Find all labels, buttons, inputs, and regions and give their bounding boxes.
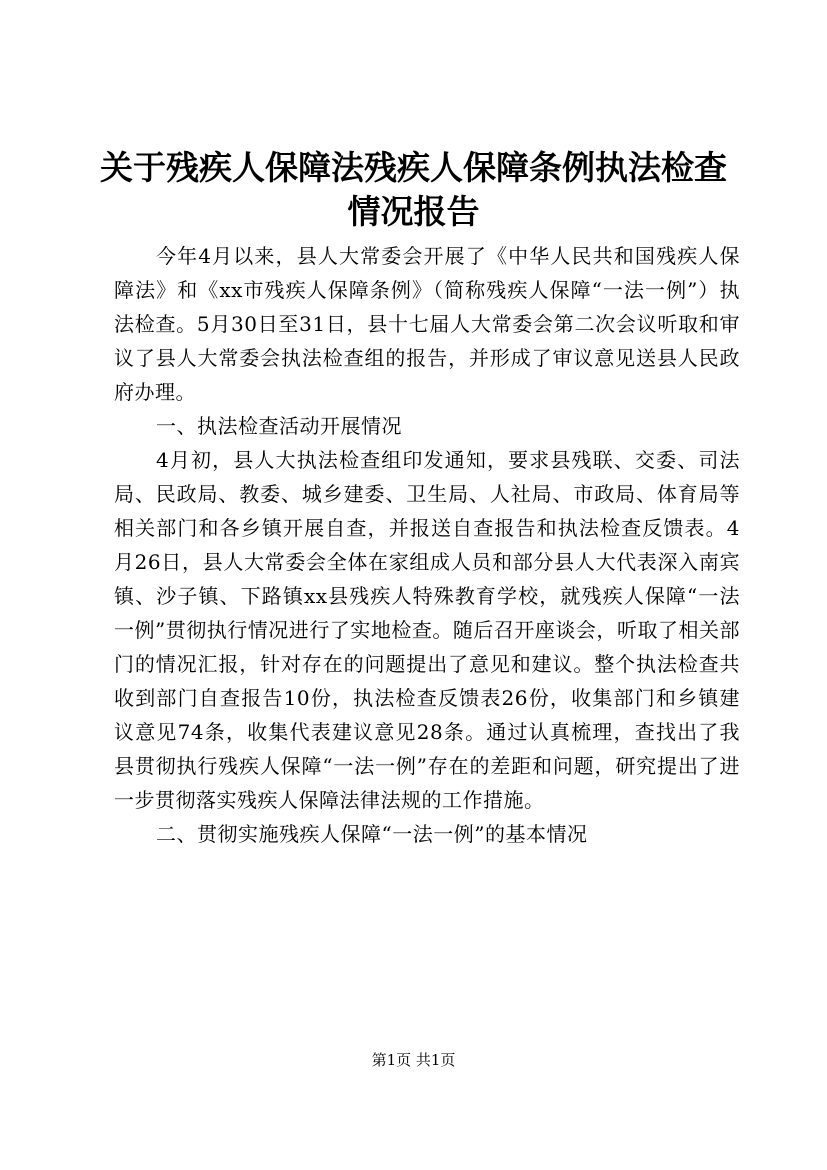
section-heading-1: 一、执法检查活动开展情况 [156, 414, 402, 438]
document-title: 关于残疾人保障法残疾人保障条例执法检查情况报告 [100, 148, 727, 231]
document-body [114, 239, 740, 851]
section-heading-2: 二、贯彻实施残疾人保障“一法一例”的基本情况 [156, 822, 588, 846]
page-footer: 第1页 共1页 [371, 1051, 456, 1069]
paragraph-intro: 今年4月以来，县人大常委会开展了《中华人民共和国残疾人保障法》和《xx市残疾人保障条例》（简称残疾人保障“一法一例”）执法检查。5月30日至31日，县十七届人大常委会第二次会议听取和审议了县人大常委会执法检查组的报告，并形成了审议意见送县人民政府办理。 [114, 244, 740, 404]
paragraph-section-1: 4月初，县人大执法检查组印发通知，要求县残联、交委、司法局、民政局、教委、城乡建委、卫生局、人社局、市政局、体育局等相关部门和各乡镇开展自查，并报送自查报告和执法检查反馈表。4月26日，县人大常委会全体在家组成人员和部分县人大代表深入南宾镇、沙子镇、下路镇xx县残疾人特殊教育学校，就残疾人保障“一法一例”贯彻执行情况进行了实地检查。随后召开座谈会，听取了相关部门的情况汇报，针对存在的问题提出了意见和建议。整个执法检查共收到部门自查报告10份，执法检查反馈表26份，收集部门和乡镇建议意见74条，收集代表建议意见28条。通过认真梳理，查找出了我县贯彻执行残疾人保障“一法一例”存在的差距和问题，研究提出了进一步贯彻落实残疾人保障法律法规的工作措施。 [114, 448, 740, 812]
